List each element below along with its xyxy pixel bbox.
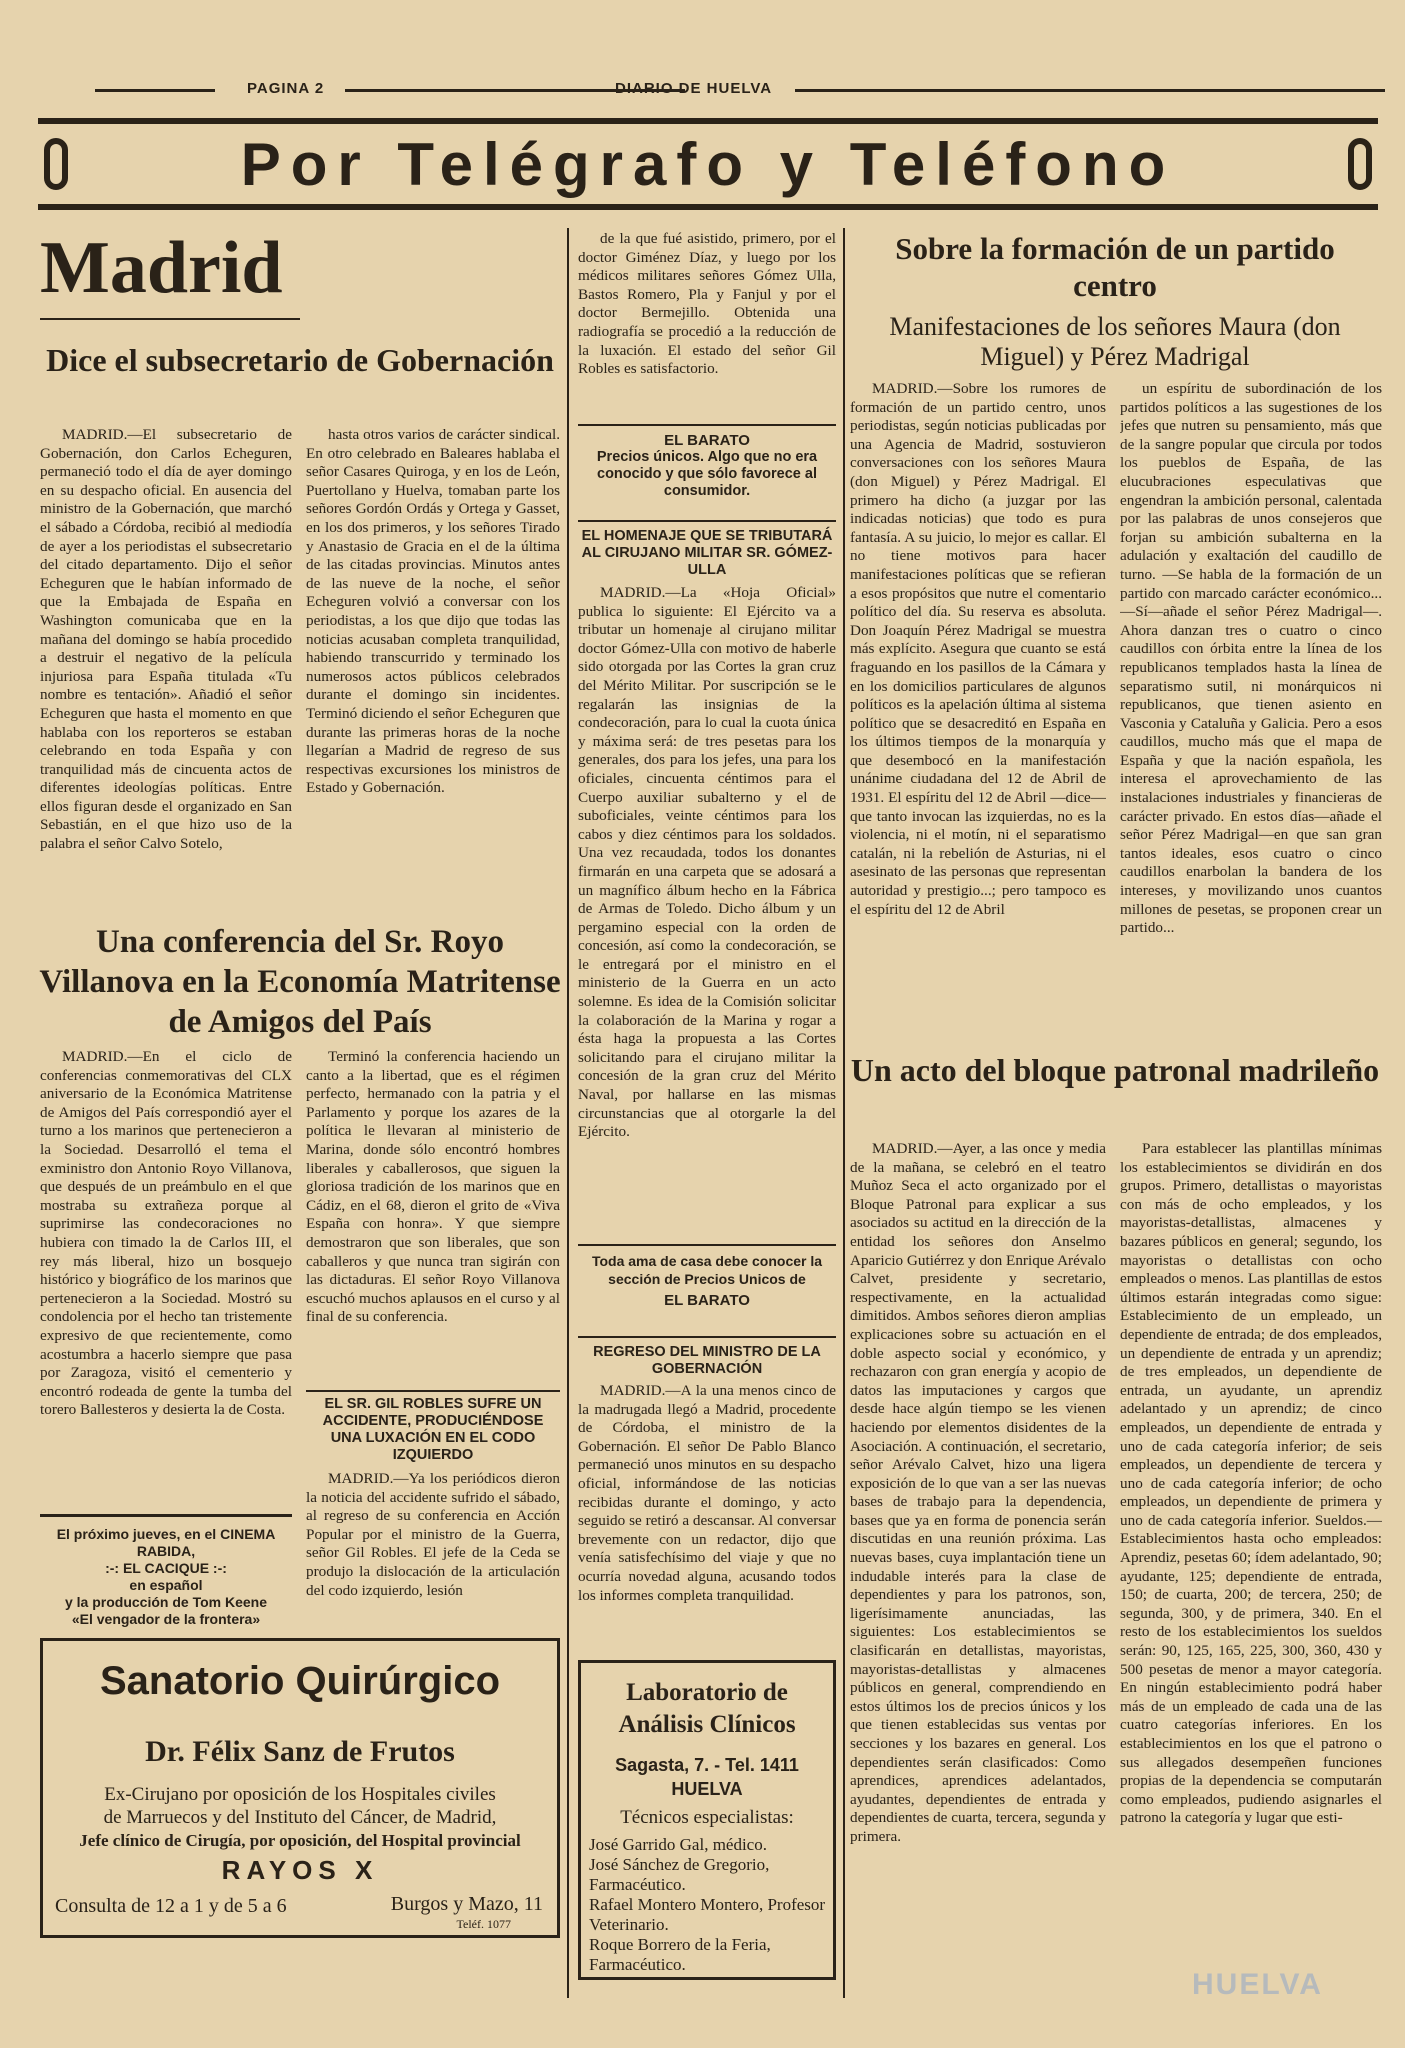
laboratorio-staff-2: José Sánchez de Gregorio, Farmacéutico. bbox=[589, 1855, 770, 1894]
cinema-ad-rule bbox=[40, 1514, 292, 1517]
laboratorio-ad bbox=[578, 1660, 836, 1980]
running-head bbox=[95, 78, 1385, 102]
bloque-patronal-title: Un acto del bloque patronal madrileño bbox=[850, 1052, 1380, 1088]
madrid-dateline: Madrid bbox=[40, 227, 283, 309]
el-barato-rule bbox=[578, 424, 836, 426]
cinema-ad-language: en español bbox=[129, 1577, 203, 1593]
homenaje-title: EL HOMENAJE QUE SE TRIBUTARÁ AL CIRUJANO MILITAR SR. GÓMEZ-ULLA bbox=[581, 528, 833, 578]
sanatorio-line1: Ex-Cirujano por oposición de los Hospitales civiles bbox=[104, 1784, 496, 1805]
homenaje-rule bbox=[578, 520, 836, 522]
banner-title: Por Telégrafo y Teléfono bbox=[240, 131, 1176, 198]
regreso-text: MADRID.—A la una menos cinco de la madrugada llegó a Madrid, procedente de Córdoba, el ministro de la Gobernación. El señor De Pablo Blanco permaneció unos minutos en su despacho oficial, informándose de las noticias recibidas durante el domingo, y acto seguido se retiró a descansar. Al conversar brevemente con un redactor, dijo que venía satisfechísimo del viaje y que no ocurría novedad alguna, acusando todos los informes completa tranquilidad. bbox=[578, 1382, 836, 1604]
royo-title: Una conferencia del Sr. Royo Villanova en la Economía Matritense de Amigos del País bbox=[39, 924, 561, 1040]
ama-de-casa-name: EL BARATO bbox=[664, 1292, 750, 1309]
ornament-right-icon bbox=[1348, 138, 1372, 190]
sanatorio-credentials bbox=[51, 1783, 549, 1852]
bloque-patronal-col2: Para establecer las plantillas mínimas los establecimientos se dividirán en dos grupos. Primero, detallistas o mayoristas con más de ocho empleados, y los mayoristas-detallistas, almacenes y bazares públicos en general; segundo, los mayoristas o detallistas con ocho empleados o menos. Las plantillas de estos últimos estarán integradas como sigue: Establecimiento de un empleado, un dependiente de entrada; de dos empleados, un dependiente de entrada y un aprendiz; de tres empleados, un dependiente de entrada, un ayudante, un aprendiz adelantado y un aprendiz; de cinco empleados, un dependiente de entrada y uno de cada categoría inferior; de seis empleados, un dependiente de tercera y uno de cada categoría inferior; de ocho empleados, un dependiente de primera y uno de cada categoría inferior. Sueldos.—Establecimientos hasta ocho empleados: Aprendiz, pesetas 60; ídem adelantado, 90; ayudante, 125; dependiente de entrada, 150; de cuarta, 200; de tercera, 250; de segunda, 300, y de primera, 340. En el resto de los establecimientos los sueldos serán: 90, 125, 165, 225, 300, 360, 430 y 500 pesetas de menor a mayor categoría. En ningún establecimiento podrá haber más de un empleado de cada una de las cuatro categorías inferiores. En los establecimientos en los que el patrono o sus allegados desempeñen funciones propias de la dependencia se computarán como empleados, pudiendo asignarles el patrono la categoría y lugar que esti- bbox=[1120, 1140, 1382, 1827]
gil-robles-text: MADRID.—Ya los periódicos dieron la noticia del accidente sufrido el sábado, al regreso de su conferencia en Acción Popular por el ministro de la Guerra, señor Gil Robles. El jefe de la Ceda se produjo la dislocación de la articulación del codo izquierdo, lesión bbox=[306, 1470, 560, 1599]
regreso-rule bbox=[578, 1336, 836, 1338]
laboratorio-staff-1: José Garrido Gal, médico. bbox=[589, 1835, 767, 1854]
column-rule-1 bbox=[567, 228, 569, 1998]
partido-centro-title: Sobre la formación de un partido centro bbox=[895, 231, 1335, 303]
sanatorio-phone: Teléf. 1077 bbox=[456, 1917, 511, 1931]
cinema-ad bbox=[40, 1526, 292, 1628]
royo-col1: MADRID.—En el ciclo de conferencias conmemorativas del CLX aniversario de la Económica Matritense de Amigos del País correspondió ayer el turno a los marinos que pertenecieron a la Sociedad. Desarrolló el tema el exministro don Antonio Royo Villanova, que después de un preámbulo en el que mostraba su extrañeza porque al suprimirse las condecoraciones no hubiera con timado la de Carlos III, el rey más liberal, hizo un bosquejo histórico y biográfico de los marinos que pertenecieron a la Sociedad. Mostró su condolencia por el hecho tan tristemente expresivo de que recientemente, como acostumbra a hacerlo siempre que pasa por Zaragoza, visitó el cementerio y encontró rodeada de gente la tumba del torero Ballesteros y desierta la de Costa. bbox=[40, 1048, 292, 1419]
sanatorio-ad bbox=[40, 1638, 560, 1938]
el-barato-text: Precios únicos. Algo que no era conocido y que sólo favorece al consumidor. bbox=[596, 449, 818, 499]
bloque-patronal-col1: MADRID.—Ayer, a las once y media de la mañana, se celebró en el teatro Muñoz Seca el acto organizado por el Bloque Patronal para explicar a sus asociados su actitud en la dirección de la entidad los señores don Anselmo Aparicio Gutiérrez y don Enrique Arévalo Calvet, presidente y secretario, respectivamente, en la actualidad dimitidos. Ambos señores dieron amplias explicaciones sobre su actuación en el doble aspecto social y económico, y rechazaron con gran energía y acopio de datos las imputaciones y cargos que desde hace algún tiempo se les vienen haciendo por elementos disidentes de la Asociación. A continuación, el secretario, señor Arévalo Calvet, hizo una ligera exposición de lo que van a ser las nuevas bases de trabajo para la dependencia, bases que ya en forma de ponencia serán discutidas en una reunión próxima. Las nuevas bases, cuya implantación tiene un indudable interés para la clase de dependientes y para los patronos, son, ligerísimamente anunciadas, las siguientes: Los establecimientos se clasificarán en detallistas, mayoristas, mayoristas-detallistas y almacenes públicos en general, comprendiendo en estos últimos los de precios únicos y los que tienen establecidas sus ventas por secciones y los bazares en general. Los dependientes serán clasificados: Como aprendices, aprendices adelantados, ayudantes, dependientes de entrada y dependientes de cuarta, tercera, segunda y primera. bbox=[850, 1140, 1106, 1845]
laboratorio-city: HUELVA bbox=[671, 1779, 743, 1799]
homenaje-text: MADRID.—La «Hoja Oficial» publica lo siguiente: El Ejército va a tributar un homenaje al cirujano militar doctor Gómez-Ulla con motivo de haberle sido otorgada por las Cortes la gran cruz del Mérito Militar. Por suscripción se le regalarán las insignias de la condecoración, para lo cual la cuota única y máxima será: de tres pesetas para los generales, dos para los jefes, una para los oficiales, cincuenta céntimos para el Cuerpo auxiliar subalterno y el de suboficiales, veinte céntimos para los cabos y diez céntimos para los soldados. Una vez recaudada, todos los donantes firmarán en una carpeta que se adosará a un magnífico álbum hecho en la Fábrica de Armas de Toledo. Dicho álbum y un pergamino especial con la orden de concesión, así como la condecoración, se le entregará por el ministro en el ministerio de la Guerra en un acto solemne. Es idea de la Comisión solicitar la colaboración de la Marina y rogar a ésta haga la propuesta a las Cortes solicitando para el cirujano militar la concesión de la gran cruz del Mérito Naval, por hallarse en las mismas circunstancias que al otorgarle la del Ejército. bbox=[578, 584, 836, 1141]
el-barato-name: EL BARATO bbox=[664, 432, 750, 449]
laboratorio-staff-4: Roque Borrero de la Feria, Farmacéutico. bbox=[589, 1935, 771, 1974]
head-rule-left bbox=[95, 89, 215, 92]
cinema-ad-line4: y la producción de Tom Keene bbox=[64, 1594, 267, 1610]
ama-de-casa-rule bbox=[578, 1244, 836, 1246]
madrid-col2: hasta otros varios de carácter sindical. En otro celebrado en Baleares hablaba el señor Casares Quiroga, y en los de León, Puertollano y Huelva, tomaban parte los señores Gordón Ordás y Ortega y Gasset, en los dos primeros, y los señores Tirado y Anastasio de Gracia en el de la última de las citadas provincias. Minutos antes de las nueve de la noche, el señor Echeguren volvió a conversar con los periodistas, a los que dijo que todas las noticias acusaban completa tranquilidad, habiendo transcurrido y terminado los numerosos actos públicos celebrados durante el domingo sin incidentes. Terminó diciendo el señor Echeguren que durante las primeras horas de la noche llegarían a Madrid de regreso de sus respectivas excursiones los ministros de Estado y Gobernación. bbox=[306, 426, 560, 797]
gil-robles-rule bbox=[306, 1390, 560, 1392]
laboratorio-subtitle: Técnicos especialistas: bbox=[620, 1807, 794, 1828]
madrid-subtitle: Dice el subsecretario de Gobernación bbox=[46, 342, 554, 378]
head-rule-right bbox=[795, 89, 1385, 92]
madrid-rule bbox=[40, 318, 300, 320]
sanatorio-address: Burgos y Mazo, 11 bbox=[390, 1893, 543, 1915]
ama-de-casa-ad bbox=[578, 1252, 836, 1310]
newspaper-name: DIARIO DE HUELVA bbox=[615, 80, 773, 97]
sanatorio-doctor: Dr. Félix Sanz de Frutos bbox=[145, 1735, 455, 1768]
partido-centro-subtitle: Manifestaciones de los señores Maura (don Miguel) y Pérez Madrigal bbox=[889, 312, 1341, 371]
laboratorio-address: Sagasta, 7. - Tel. 1411 bbox=[615, 1755, 799, 1775]
cinema-ad-line1: El próximo jueves, en el CINEMA RABIDA, bbox=[56, 1526, 276, 1559]
gil-robles-title: EL SR. GIL ROBLES SUFRE UN ACCIDENTE, PRODUCIÉNDOSE UNA LUXACIÓN EN EL CODO IZQUIERDO bbox=[322, 1396, 544, 1463]
ama-de-casa-text: Toda ama de casa debe conocer la sección de Precios Unicos de bbox=[591, 1253, 823, 1287]
gil-robles-continuation: de la que fué asistido, primero, por el doctor Giménez Díaz, y luego por los médicos militares señores Gómez Ulla, Bastos Romero, Pla y Fanjul y por el doctor Bermejillo. Obtenida una radiografía se procedió a la reducción de la luxación. El estado del señor Gil Robles es satisfactorio. bbox=[578, 230, 836, 378]
laboratorio-title: Laboratorio de Análisis Clínicos bbox=[618, 1679, 796, 1738]
cinema-ad-film: :-: EL CACIQUE :-: bbox=[105, 1560, 227, 1576]
royo-col2: Terminó la conferencia haciendo un canto a la libertad, que es el régimen perfecto, hermanado con la patria y el Parlamento y porque los azares de la política le llevaran al ministerio de Marina, donde sólo encontró hombres liberales y caballerosos, que siguen la gloriosa tradición de los marinos que en Cádiz, en el 68, dieron el grito de «Viva España con honra». Y que siempre demostraron que son liberales, que son caballeros y que nunca tran sigirán con las dictaduras. El señor Royo Villanova escuchó muchos aplausos en el curso y al final de su conferencia. bbox=[306, 1048, 560, 1326]
cinema-ad-line5: «El vengador de la frontera» bbox=[71, 1611, 261, 1627]
regreso-title: REGRESO DEL MINISTRO DE LA GOBERNACIÓN bbox=[593, 1344, 821, 1377]
laboratorio-staff-3: Rafael Montero Montero, Profesor Veterinario. bbox=[589, 1895, 826, 1934]
laboratorio-staff bbox=[589, 1835, 827, 1975]
sanatorio-rayos: RAYOS X bbox=[221, 1855, 379, 1885]
madrid-col1: MADRID.—El subsecretario de Gobernación, don Carlos Echeguren, permaneció todo el día de ayer domingo en su despacho oficial. En ausencia del ministro de la Gobernación, que marchó el sábado a Córdoba, recibió al mediodía de ayer a los periodistas el subsecretario del citado departamento. Dijo el señor Echeguren que le habían informado de que la Embajada de España en Washington comunicaba que en la mañana del domingo se había procedido a destruir el negativo de la película injuriosa para España titulada «Tu nombre es tentación». Añadió el señor Echeguren que hasta el momento en que hablaba con los reporteros se estaban celebrando en toda España y con tranquilidad más de cincuenta actos de diferentes ideologías políticas. Entre ellos figuran desde el organizado en San Sebastián, en el que hizo uso de la palabra el señor Calvo Sotelo, bbox=[40, 426, 292, 853]
sanatorio-line2: de Marruecos y del Instituto del Cáncer, de Madrid, bbox=[103, 1807, 497, 1828]
sanatorio-line3: Jefe clínico de Cirugía, por oposición, del Hospital provincial bbox=[79, 1831, 521, 1850]
column-rule-2 bbox=[843, 228, 845, 1998]
el-barato-ad bbox=[578, 432, 836, 500]
partido-centro-col2: un espíritu de subordinación de los partidos políticos a las sugestiones de los jefes que nutren su pensamiento, más que de la sangre popular que circula por todos los pueblos de España, de las elucubraciones especulativas que engendran la ambición personal, calentada por las palabras de unos consejeros que forjan su ambición subalterna en la adulación y exaltación del caudillo de turno. —Se habla de la formación de un partido con marcado carácter económico... —Sí—añade el señor Pérez Madrigal—. Ahora danzan tres o cuatro o cinco caudillos con órbita entre la línea de los republicanos templados hasta la línea de separatismo sutil, ni monárquicos ni republicanos, que tienen asiento en Vasconia y Cataluña y Galicia. Pero a esos caudillos, mucho más que el mapa de España y que la nación española, les interesa el aprovechamiento de las instalaciones industriales y financieras de carácter privado. En estos días—añade el señor Pérez Madrigal—en que san gran tantos ideales, esos cuatro o cinco caudillos enarbolan la bandera de los intereses, y movilizando unos cuantos millones de pesetas, se proponen crear un partido... bbox=[1120, 380, 1382, 937]
page-number: PAGINA 2 bbox=[247, 80, 325, 97]
sanatorio-title: Sanatorio Quirúrgico bbox=[99, 1659, 501, 1703]
archive-watermark: HUELVA bbox=[1192, 1968, 1323, 2001]
partido-centro-col1: MADRID.—Sobre los rumores de formación de un partido centro, unos periodistas, según noticias publicadas por una Agencia de Madrid, sostuvieron conversaciones con los señores Maura (don Miguel) y Pérez Madrigal. El primero ha dicho (a juzgar por las indicadas noticias) que todo es pura fantasía. A su juicio, lo mejor es callar. El no tiene motivos para hacer manifestaciones políticas que se refieran a esos propósitos que nutre el comentario político del día. Su reserva es absoluta. Don Joaquín Pérez Madrigal se muestra más explícito. Asegura que cuanto se está fraguando en los pasillos de la Cámara y en los domicilios particulares de algunos políticos es la apelación última al sistema político que se desacreditó en España en los últimos tiempos de la monarquía y que desembocó en la manifestación unánime ciudadana del 12 de Abril de 1931. El espíritu del 12 de Abril —dice— que tanto invocan las izquierdas, no es la violencia, ni el motín, ni el separatismo catalán, ni la rebelión de Asturias, ni el asesinato de las personas que representan autoridad y prestigio...; pero tampoco es el espíritu del 12 de Abril bbox=[850, 380, 1106, 918]
sanatorio-consulta: Consulta de 12 a 1 y de 5 a 6 bbox=[55, 1895, 287, 1917]
section-banner bbox=[38, 118, 1378, 210]
